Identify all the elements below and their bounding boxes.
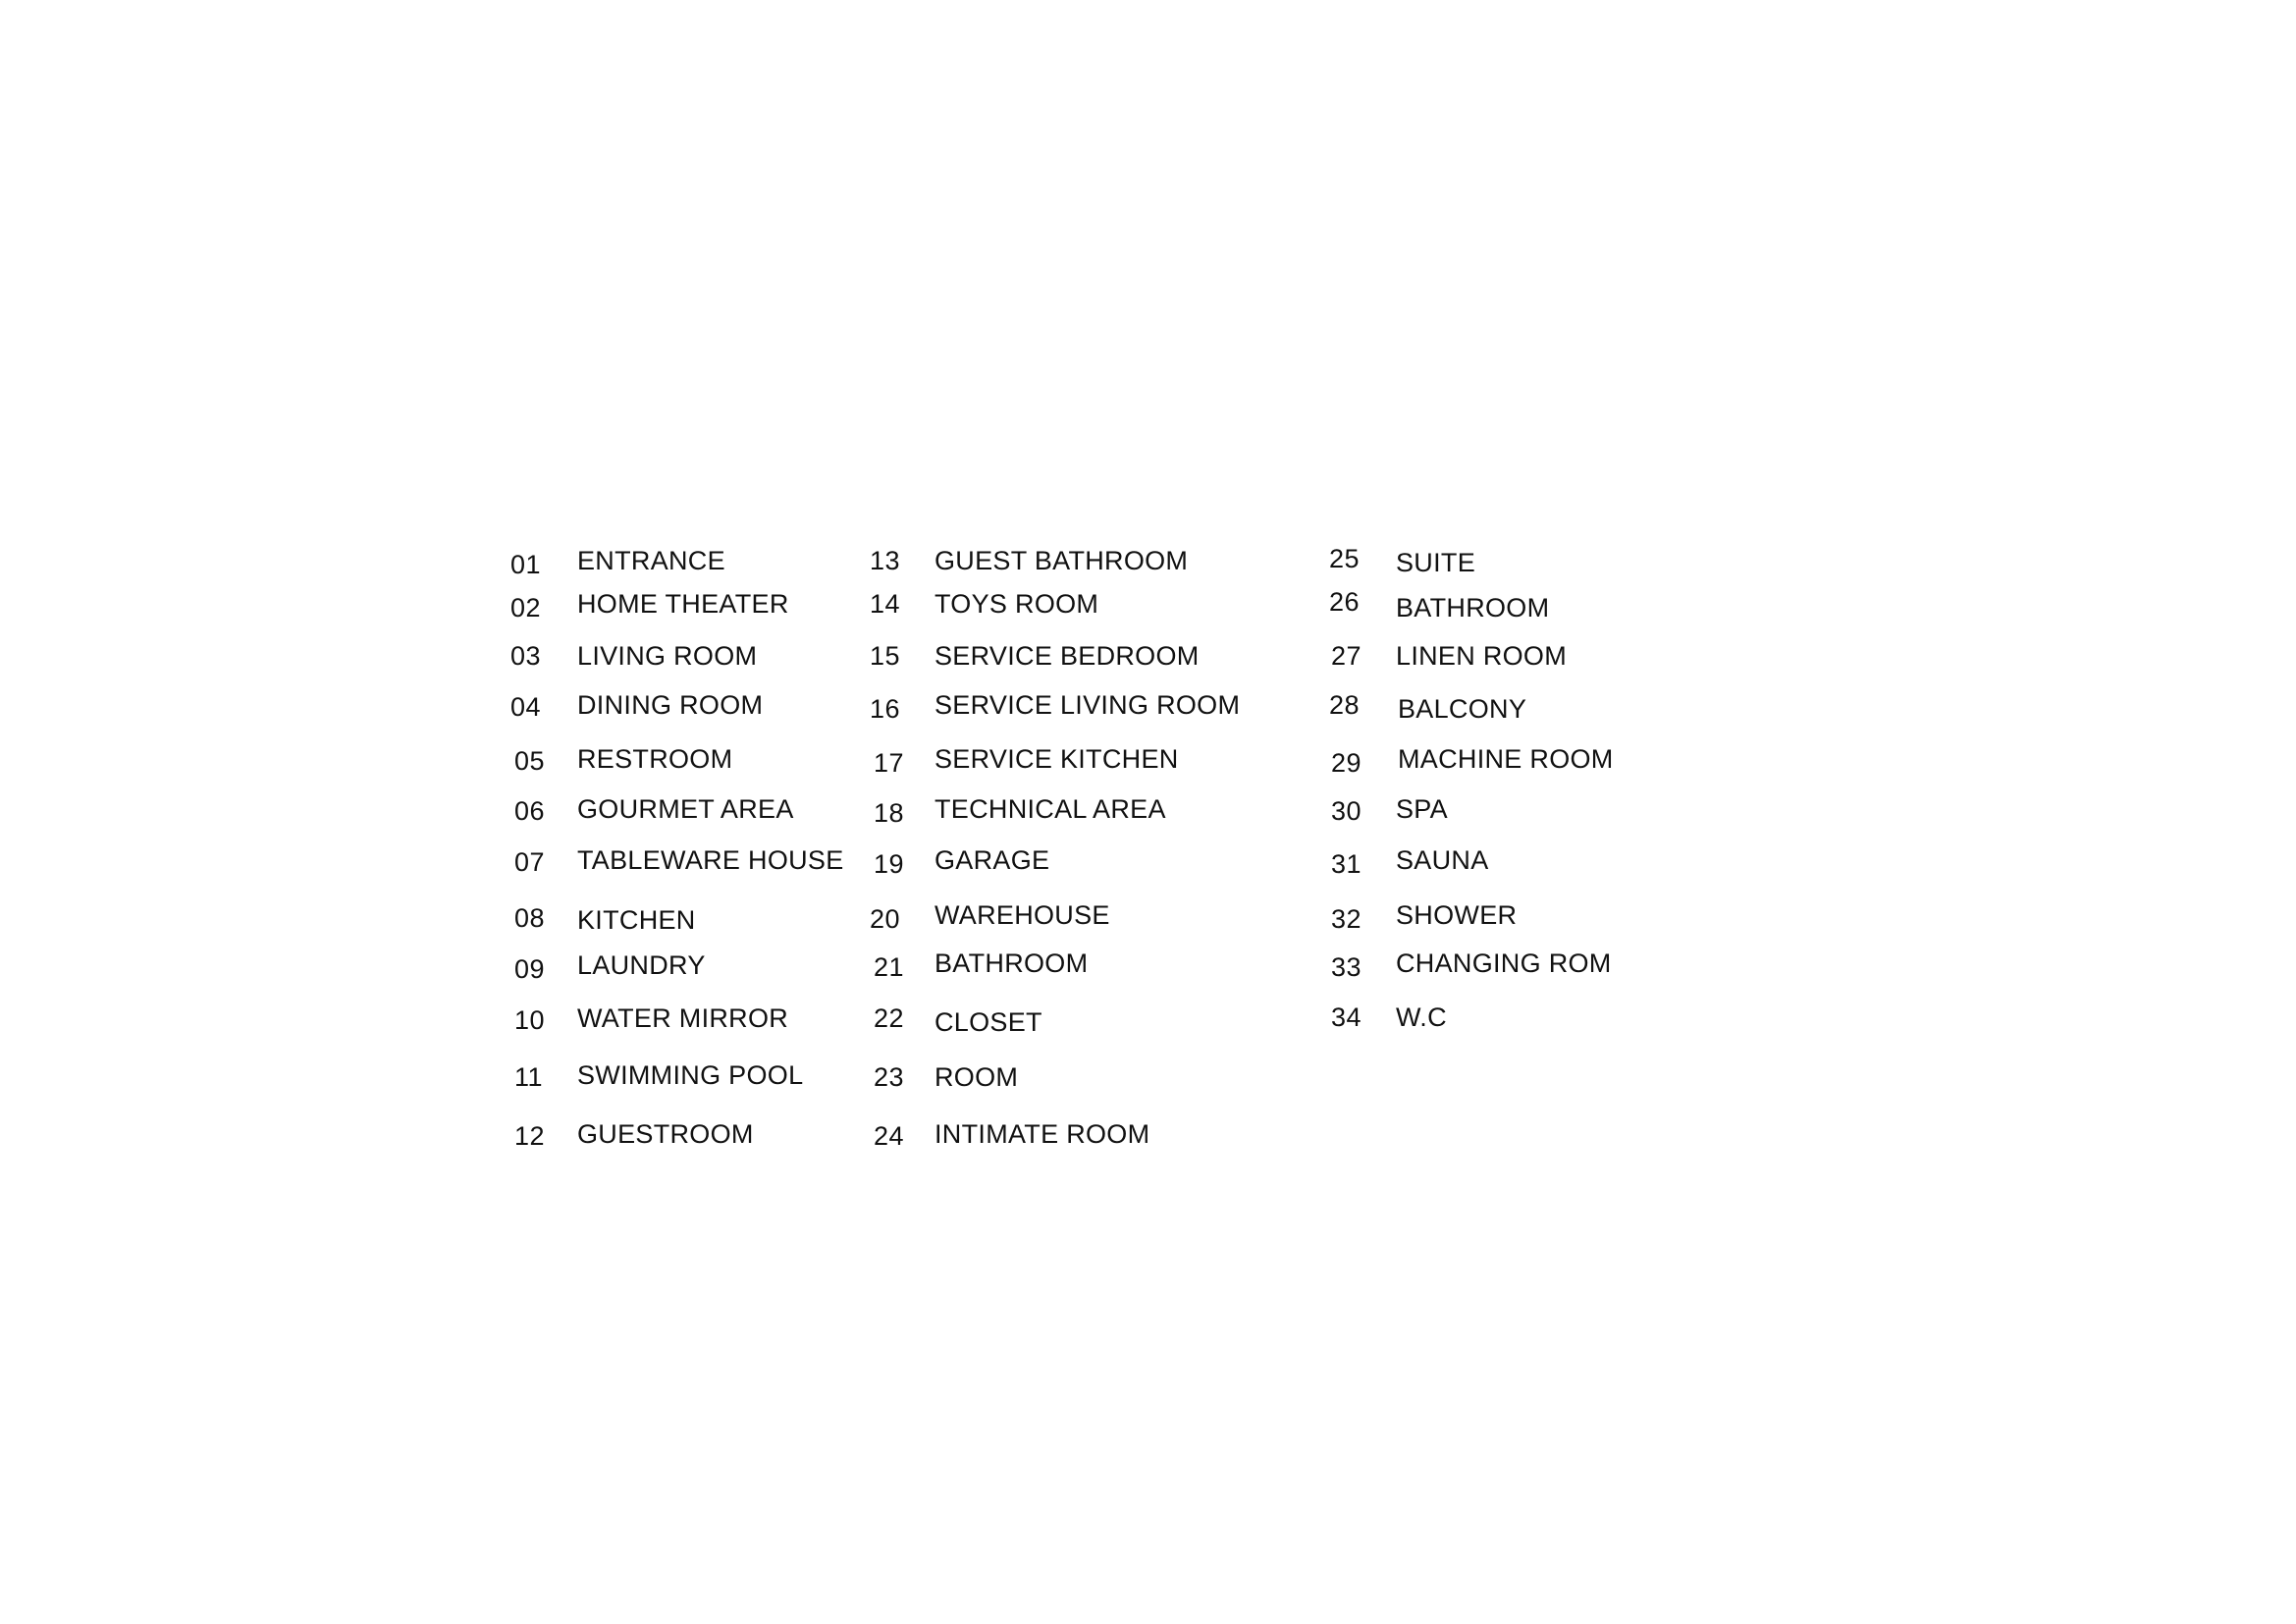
room-number: 09 [514,954,546,984]
room-name: SWIMMING POOL [577,1060,804,1090]
room-name: SERVICE KITCHEN [934,744,1179,774]
room-number: 07 [514,847,546,877]
room-name: WAREHOUSE [934,900,1110,930]
room-number: 25 [1329,544,1361,573]
room-number: 11 [514,1062,544,1092]
room-number: 04 [510,692,542,722]
room-name: LIVING ROOM [577,641,758,671]
room-number: 10 [514,1005,546,1035]
room-name: TABLEWARE HOUSE [577,845,844,875]
room-number: 34 [1331,1002,1362,1032]
room-number: 20 [870,904,901,934]
room-name: GUEST BATHROOM [934,546,1189,575]
room-name: SERVICE LIVING ROOM [934,690,1241,720]
room-number: 18 [874,798,905,828]
room-number: 13 [870,546,901,575]
room-number: 12 [514,1121,546,1151]
room-number: 24 [874,1121,905,1151]
room-name: LAUNDRY [577,950,706,980]
room-name: BALCONY [1398,694,1527,724]
room-name: MACHINE ROOM [1398,744,1614,774]
room-name: SPA [1396,794,1448,824]
room-name: BATHROOM [934,948,1089,978]
room-name: WATER MIRROR [577,1003,789,1033]
room-number: 02 [510,593,542,623]
room-name: W.C [1396,1002,1447,1032]
room-name: BATHROOM [1396,593,1550,623]
room-name: SHOWER [1396,900,1518,930]
room-number: 27 [1331,641,1362,671]
room-number: 17 [874,748,905,778]
room-number: 28 [1329,690,1361,720]
room-name: CHANGING ROM [1396,948,1612,978]
room-number: 15 [870,641,901,671]
room-number: 08 [514,903,546,933]
room-name: DINING ROOM [577,690,764,720]
room-name: KITCHEN [577,905,696,935]
room-name: TECHNICAL AREA [934,794,1166,824]
room-name: CLOSET [934,1007,1042,1037]
room-number: 21 [874,952,905,982]
room-name: SERVICE BEDROOM [934,641,1200,671]
room-name: LINEN ROOM [1396,641,1568,671]
room-number: 16 [870,694,901,724]
room-number: 23 [874,1062,905,1092]
room-number: 01 [510,550,542,579]
room-name: TOYS ROOM [934,589,1099,619]
room-name: HOME THEATER [577,589,789,619]
room-name: GARAGE [934,845,1050,875]
room-name: INTIMATE ROOM [934,1119,1150,1149]
room-number: 29 [1331,748,1362,778]
room-number: 30 [1331,796,1362,826]
room-number: 32 [1331,904,1362,934]
room-number: 14 [870,589,901,619]
room-name: SAUNA [1396,845,1489,875]
room-number: 26 [1329,587,1361,617]
room-name: RESTROOM [577,744,733,774]
room-number: 05 [514,746,546,776]
room-name: GOURMET AREA [577,794,794,824]
room-number: 06 [514,796,546,826]
room-number: 31 [1331,849,1362,879]
room-name: SUITE [1396,548,1476,577]
room-number: 03 [510,641,542,671]
room-name: GUESTROOM [577,1119,754,1149]
room-number: 22 [874,1003,905,1033]
room-name: ROOM [934,1062,1019,1092]
room-name: ENTRANCE [577,546,725,575]
room-number: 33 [1331,952,1362,982]
room-number: 19 [874,849,905,879]
